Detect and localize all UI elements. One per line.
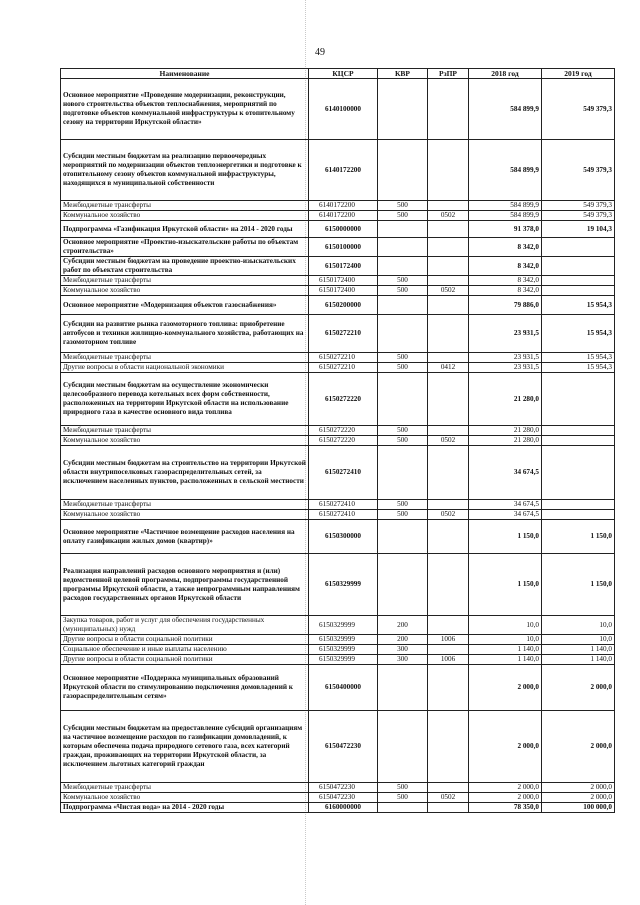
- cell-name: Основное мероприятие «Проектно-изыскательские работы по объектам строительства»: [61, 238, 309, 257]
- cell-kcsr: 6150272210: [309, 353, 378, 363]
- cell-kcsr: 6150472230: [309, 783, 378, 793]
- cell-rzpr: [428, 353, 469, 363]
- cell-kcsr: 6150272210: [309, 315, 378, 353]
- cell-kcsr: 6150272220: [309, 373, 378, 426]
- budget-table: [60, 68, 615, 813]
- header-rzpr: РзПР: [428, 69, 469, 79]
- cell-kvr: [378, 79, 428, 140]
- cell-2019: 2 000,0: [542, 783, 615, 793]
- cell-kvr: [378, 238, 428, 257]
- cell-kvr: [378, 446, 428, 500]
- cell-kvr: 500: [378, 793, 428, 803]
- table-row: [61, 315, 615, 353]
- cell-kcsr: 6150300000: [309, 520, 378, 554]
- cell-rzpr: 0502: [428, 436, 469, 446]
- cell-name: Межбюджетные трансферты: [61, 426, 309, 436]
- cell-2018: 79 886,0: [469, 296, 542, 315]
- cell-2018: 1 150,0: [469, 520, 542, 554]
- table-row: [61, 665, 615, 711]
- cell-2019: [542, 446, 615, 500]
- cell-kvr: [378, 665, 428, 711]
- cell-2018: 2 000,0: [469, 793, 542, 803]
- cell-name: Основное мероприятие «Частичное возмещение расходов населения на оплату газификации жилых домов (квартир)»: [61, 520, 309, 554]
- cell-name: Коммунальное хозяйство: [61, 793, 309, 803]
- cell-name: Субсидии местным бюджетам на предоставление субсидий организациям на частичное возмещение расходов по газификации домовладений, к которым обеспечена подача природного сетевого газа, всех категорий граждан, проживающих на территории Иркутской области, за исключением льготных категорий граждан: [61, 711, 309, 783]
- cell-kvr: 500: [378, 276, 428, 286]
- cell-rzpr: [428, 276, 469, 286]
- cell-rzpr: [428, 446, 469, 500]
- cell-kcsr: 6140172200: [309, 201, 378, 211]
- cell-kcsr: 6150329999: [309, 616, 378, 635]
- table-row: [61, 276, 615, 286]
- cell-rzpr: [428, 520, 469, 554]
- cell-2018: 23 931,5: [469, 363, 542, 373]
- table-row: [61, 510, 615, 520]
- cell-2018: 10,0: [469, 635, 542, 645]
- cell-kvr: 500: [378, 363, 428, 373]
- cell-kcsr: 6150272220: [309, 436, 378, 446]
- cell-name: Субсидии на развитие рынка газомоторного топлива: приобретение автобусов и техники жилищно-коммунального хозяйства, работающих на газомоторном топливе: [61, 315, 309, 353]
- cell-rzpr: [428, 426, 469, 436]
- cell-kvr: [378, 711, 428, 783]
- table-row: [61, 554, 615, 616]
- table-row: [61, 711, 615, 783]
- cell-kvr: 500: [378, 426, 428, 436]
- cell-2018: 8 342,0: [469, 286, 542, 296]
- cell-2018: 21 280,0: [469, 426, 542, 436]
- cell-name: Субсидии местным бюджетам на проведение проектно-изыскательских работ по объектам строительства: [61, 257, 309, 276]
- cell-name: Закупка товаров, работ и услуг для обеспечения государственных (муниципальных) нужд: [61, 616, 309, 635]
- cell-rzpr: [428, 79, 469, 140]
- cell-name: Коммунальное хозяйство: [61, 211, 309, 221]
- cell-kvr: 300: [378, 645, 428, 655]
- cell-kvr: [378, 140, 428, 201]
- cell-2019: 15 954,3: [542, 363, 615, 373]
- cell-2019: 10,0: [542, 635, 615, 645]
- cell-2018: 8 342,0: [469, 238, 542, 257]
- table-row: [61, 363, 615, 373]
- cell-2018: 1 150,0: [469, 554, 542, 616]
- cell-2018: 2 000,0: [469, 783, 542, 793]
- cell-name: Межбюджетные трансферты: [61, 783, 309, 793]
- cell-name: Коммунальное хозяйство: [61, 436, 309, 446]
- cell-2018: 8 342,0: [469, 257, 542, 276]
- cell-name: Другие вопросы в области национальной экономики: [61, 363, 309, 373]
- cell-rzpr: [428, 711, 469, 783]
- table-row: [61, 793, 615, 803]
- cell-kcsr: 6150272210: [309, 363, 378, 373]
- cell-rzpr: [428, 665, 469, 711]
- cell-2019: 549 379,3: [542, 201, 615, 211]
- cell-kcsr: 6150329999: [309, 635, 378, 645]
- cell-kvr: [378, 315, 428, 353]
- cell-2019: [542, 257, 615, 276]
- cell-kcsr: 6140172200: [309, 140, 378, 201]
- cell-rzpr: [428, 296, 469, 315]
- cell-2018: 1 140,0: [469, 645, 542, 655]
- cell-kcsr: 6150272220: [309, 426, 378, 436]
- cell-2019: 2 000,0: [542, 711, 615, 783]
- header-row: [61, 69, 615, 79]
- table-row: [61, 520, 615, 554]
- table-row: [61, 645, 615, 655]
- cell-kcsr: 6150329999: [309, 645, 378, 655]
- cell-rzpr: 1006: [428, 635, 469, 645]
- cell-name: Коммунальное хозяйство: [61, 510, 309, 520]
- cell-kvr: [378, 803, 428, 813]
- cell-kcsr: 6150329999: [309, 554, 378, 616]
- cell-2019: 549 379,3: [542, 211, 615, 221]
- cell-name: Коммунальное хозяйство: [61, 286, 309, 296]
- cell-kvr: 500: [378, 211, 428, 221]
- cell-kcsr: 6150172400: [309, 286, 378, 296]
- cell-kcsr: 6150329999: [309, 655, 378, 665]
- cell-name: Субсидии местным бюджетам на осуществление экономически целесообразного перевода котельных всех форм собственности, расположенных на территории Иркутской области на использование природного газа в качестве основного вида топлива: [61, 373, 309, 426]
- cell-2019: 1 140,0: [542, 645, 615, 655]
- cell-kcsr: 6150472230: [309, 711, 378, 783]
- cell-kcsr: 6150400000: [309, 665, 378, 711]
- cell-kvr: [378, 296, 428, 315]
- cell-rzpr: [428, 616, 469, 635]
- cell-kcsr: 6150200000: [309, 296, 378, 315]
- cell-rzpr: [428, 201, 469, 211]
- cell-rzpr: 0502: [428, 211, 469, 221]
- cell-name: Основное мероприятие «Проведение модернизации, реконструкции, нового строительства объектов теплоснабжения, мероприятий по подготовке объектов коммунальной инфраструктуры к отопительному сезону на территории Иркутской области»: [61, 79, 309, 140]
- table-row: [61, 635, 615, 645]
- cell-name: Субсидии местным бюджетам на строительство на территории Иркутской области внутрипоселковых газораспределительных сетей, за исключением населенных пунктов, расположенных в сельской местности: [61, 446, 309, 500]
- cell-2018: 8 342,0: [469, 276, 542, 286]
- cell-rzpr: [428, 257, 469, 276]
- table-row: [61, 211, 615, 221]
- cell-name: Основное мероприятие «Поддержка муниципальных образований Иркутской области по стимулированию подключения домовладений к газораспределительным сетям»: [61, 665, 309, 711]
- cell-rzpr: 0502: [428, 793, 469, 803]
- cell-2019: [542, 510, 615, 520]
- table-row: [61, 783, 615, 793]
- cell-rzpr: [428, 221, 469, 238]
- table-row: [61, 500, 615, 510]
- cell-2018: 78 350,0: [469, 803, 542, 813]
- table-body: [61, 79, 615, 813]
- cell-kcsr: 6150000000: [309, 221, 378, 238]
- header-name: Наименование: [61, 69, 309, 79]
- header-2018: 2018 год: [469, 69, 542, 79]
- cell-rzpr: [428, 238, 469, 257]
- table-row: [61, 257, 615, 276]
- cell-2019: 2 000,0: [542, 793, 615, 803]
- cell-2018: 584 899,9: [469, 211, 542, 221]
- cell-kcsr: 6150172400: [309, 276, 378, 286]
- cell-kvr: 500: [378, 286, 428, 296]
- page-number: 49: [315, 47, 325, 58]
- cell-rzpr: [428, 803, 469, 813]
- header-kvr: КВР: [378, 69, 428, 79]
- cell-name: Реализация направлений расходов основного мероприятия и (или) ведомственной целевой программы, подпрограммы государственной программы Иркутской области, а также непрограммным направлениям расходов государственных органов Иркутской области: [61, 554, 309, 616]
- cell-kcsr: 6150172400: [309, 257, 378, 276]
- cell-2019: 1 140,0: [542, 655, 615, 665]
- cell-2018: 584 899,9: [469, 201, 542, 211]
- cell-name: Субсидии местным бюджетам на реализацию первоочередных мероприятий по модернизации объектов теплоэнергетики и подготовке к отопительному сезону объектов коммунальной инфраструктуры, находящихся в муниципальной собственности: [61, 140, 309, 201]
- cell-2018: 584 899,9: [469, 140, 542, 201]
- table-row: [61, 286, 615, 296]
- cell-2019: 15 954,3: [542, 315, 615, 353]
- cell-rzpr: 1006: [428, 655, 469, 665]
- cell-2019: 549 379,3: [542, 79, 615, 140]
- cell-2019: 15 954,3: [542, 353, 615, 363]
- cell-2019: 1 150,0: [542, 520, 615, 554]
- cell-2019: [542, 436, 615, 446]
- cell-2018: 34 674,5: [469, 510, 542, 520]
- table-row: [61, 221, 615, 238]
- cell-name: Межбюджетные трансферты: [61, 500, 309, 510]
- cell-rzpr: [428, 645, 469, 655]
- cell-rzpr: 0502: [428, 510, 469, 520]
- table-row: [61, 373, 615, 426]
- cell-kvr: 300: [378, 655, 428, 665]
- cell-name: Подпрограмма «Чистая вода» на 2014 - 2020 годы: [61, 803, 309, 813]
- cell-kcsr: 6140172200: [309, 211, 378, 221]
- cell-2018: 23 931,5: [469, 315, 542, 353]
- cell-2019: [542, 276, 615, 286]
- cell-name: Межбюджетные трансферты: [61, 201, 309, 211]
- cell-rzpr: [428, 554, 469, 616]
- cell-name: Межбюджетные трансферты: [61, 353, 309, 363]
- cell-2019: 549 379,3: [542, 140, 615, 201]
- cell-2018: 2 000,0: [469, 665, 542, 711]
- cell-kvr: 500: [378, 436, 428, 446]
- cell-2018: 91 378,0: [469, 221, 542, 238]
- cell-2018: 2 000,0: [469, 711, 542, 783]
- cell-2019: [542, 426, 615, 436]
- cell-rzpr: [428, 315, 469, 353]
- table-row: [61, 79, 615, 140]
- cell-name: Другие вопросы в области социальной политики: [61, 635, 309, 645]
- table-row: [61, 616, 615, 635]
- cell-rzpr: 0502: [428, 286, 469, 296]
- cell-kcsr: 6150272410: [309, 500, 378, 510]
- cell-2018: 23 931,5: [469, 353, 542, 363]
- cell-2019: [542, 286, 615, 296]
- cell-kvr: 500: [378, 510, 428, 520]
- cell-2018: 34 674,5: [469, 446, 542, 500]
- cell-kvr: 500: [378, 353, 428, 363]
- cell-kcsr: 6160000000: [309, 803, 378, 813]
- cell-2018: 21 280,0: [469, 436, 542, 446]
- cell-name: Социальное обеспечение и иные выплаты населению: [61, 645, 309, 655]
- cell-kvr: 500: [378, 500, 428, 510]
- header-kcsr: КЦСР: [309, 69, 378, 79]
- cell-2019: 1 150,0: [542, 554, 615, 616]
- cell-name: Подпрограмма «Газификация Иркутской области» на 2014 - 2020 годы: [61, 221, 309, 238]
- cell-name: Межбюджетные трансферты: [61, 276, 309, 286]
- cell-2019: [542, 500, 615, 510]
- cell-kvr: [378, 554, 428, 616]
- cell-name: Другие вопросы в области социальной политики: [61, 655, 309, 665]
- cell-kcsr: 6140100000: [309, 79, 378, 140]
- cell-kvr: 200: [378, 635, 428, 645]
- table-row: [61, 436, 615, 446]
- cell-kcsr: 6150472230: [309, 793, 378, 803]
- cell-2018: 21 280,0: [469, 373, 542, 426]
- cell-kvr: [378, 257, 428, 276]
- table-row: [61, 353, 615, 363]
- cell-kvr: 200: [378, 616, 428, 635]
- cell-2019: 10,0: [542, 616, 615, 635]
- table-row: [61, 446, 615, 500]
- cell-kvr: 500: [378, 201, 428, 211]
- cell-2019: 19 104,3: [542, 221, 615, 238]
- cell-kvr: [378, 221, 428, 238]
- table-row: [61, 201, 615, 211]
- cell-2019: [542, 373, 615, 426]
- cell-rzpr: [428, 140, 469, 201]
- cell-2019: 100 000,0: [542, 803, 615, 813]
- table-row: [61, 296, 615, 315]
- cell-kcsr: 6150100000: [309, 238, 378, 257]
- header-2019: 2019 год: [542, 69, 615, 79]
- table-row: [61, 655, 615, 665]
- cell-rzpr: [428, 500, 469, 510]
- cell-rzpr: [428, 373, 469, 426]
- cell-kvr: 500: [378, 783, 428, 793]
- cell-kvr: [378, 520, 428, 554]
- table-row: [61, 238, 615, 257]
- table-row: [61, 426, 615, 436]
- table-row: [61, 803, 615, 813]
- cell-kvr: [378, 373, 428, 426]
- table-row: [61, 140, 615, 201]
- cell-rzpr: [428, 783, 469, 793]
- cell-2018: 34 674,5: [469, 500, 542, 510]
- cell-2019: 2 000,0: [542, 665, 615, 711]
- cell-kcsr: 6150272410: [309, 446, 378, 500]
- cell-2018: 584 899,9: [469, 79, 542, 140]
- cell-kcsr: 6150272410: [309, 510, 378, 520]
- cell-2018: 10,0: [469, 616, 542, 635]
- cell-2018: 1 140,0: [469, 655, 542, 665]
- cell-2019: 15 954,3: [542, 296, 615, 315]
- cell-rzpr: 0412: [428, 363, 469, 373]
- cell-2019: [542, 238, 615, 257]
- cell-name: Основное мероприятие «Модернизация объектов газоснабжения»: [61, 296, 309, 315]
